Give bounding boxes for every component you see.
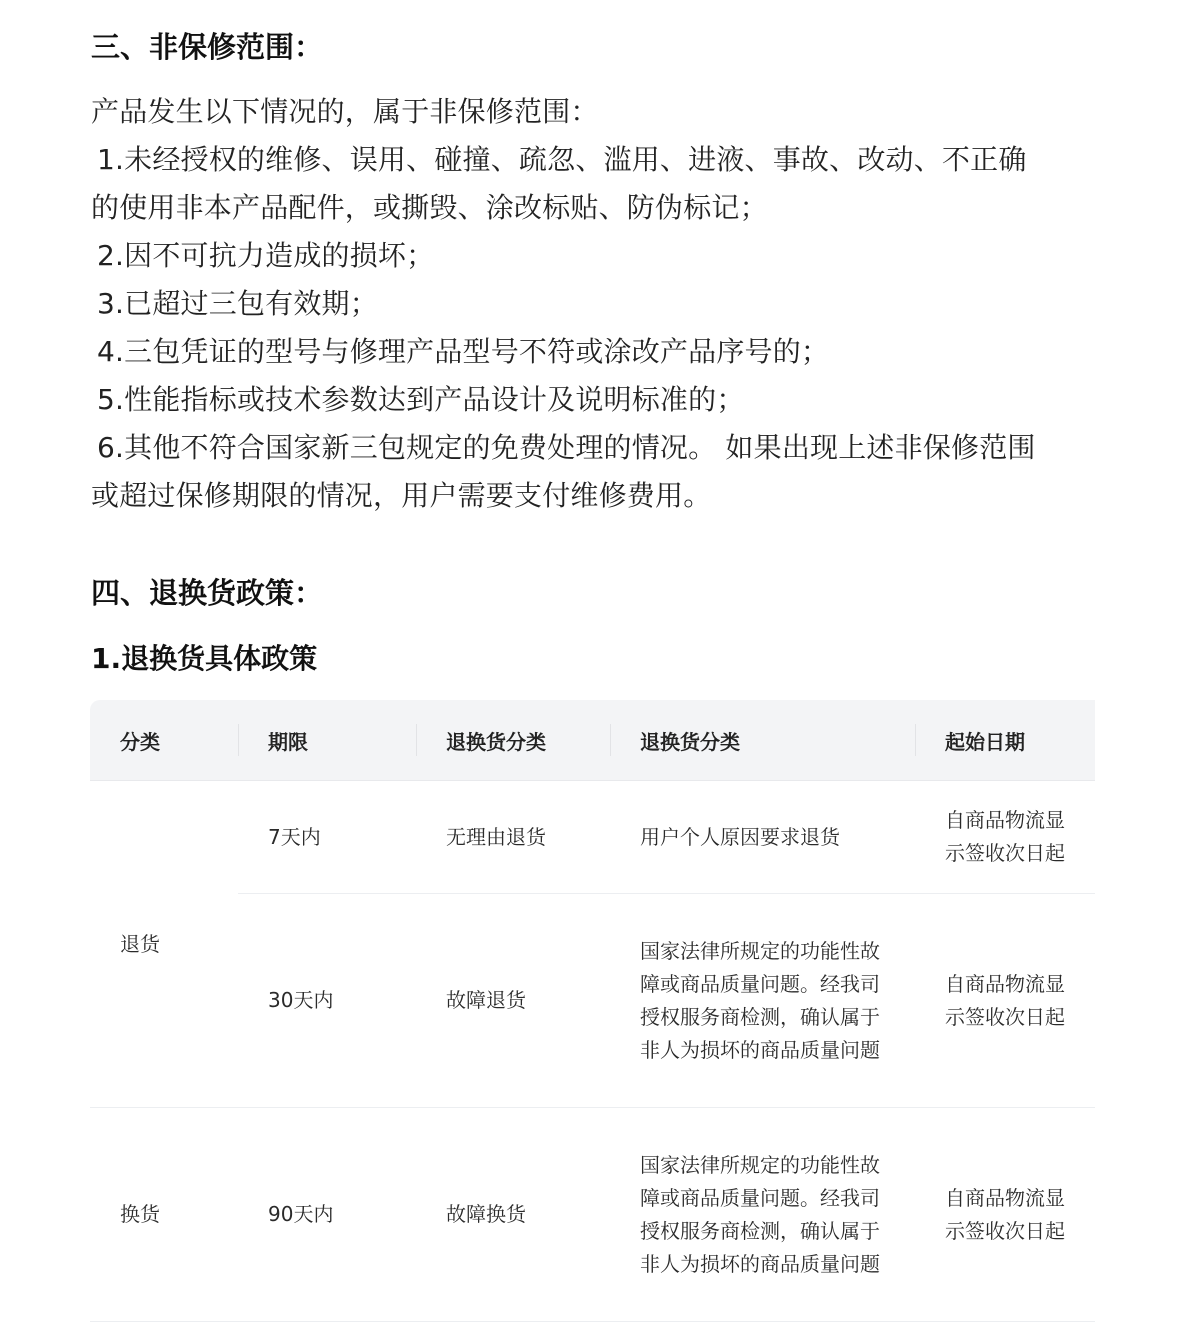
type-cell: 无理由退货 bbox=[416, 781, 610, 894]
period-cell: 30天内 bbox=[238, 894, 416, 1108]
section-heading-non-warranty: 三、非保修范围： bbox=[91, 30, 324, 64]
start-date-cell: 自商品物流显示签收次日起 bbox=[915, 1108, 1095, 1322]
start-date-cell: 自商品物流显示签收次日起 bbox=[915, 894, 1095, 1108]
category-cell-exchange: 换货 bbox=[90, 1108, 238, 1322]
reason-cell: 国家法律所规定的功能性故障或商品质量问题。经我司授权服务商检测，确认属于非人为损坏的商品质量问题 bbox=[610, 1108, 915, 1322]
period-cell: 7天内 bbox=[238, 781, 416, 894]
paragraph-line: 产品发生以下情况的，属于非保修范围： bbox=[91, 95, 599, 128]
subsection-heading: 1.退换货具体政策 bbox=[91, 642, 318, 675]
reason-cell: 用户个人原因要求退货 bbox=[610, 781, 915, 894]
non-warranty-paragraph bbox=[91, 88, 1091, 520]
table-row bbox=[90, 894, 1095, 1108]
type-cell: 故障换货 bbox=[416, 1108, 610, 1322]
header-return-type: 退换货分类 bbox=[416, 700, 610, 781]
header-return-reason: 退换货分类 bbox=[610, 700, 915, 781]
paragraph-line: 或超过保修期限的情况，用户需要支付维修费用。 bbox=[91, 479, 712, 512]
return-policy-table bbox=[90, 700, 1095, 1322]
table-row bbox=[90, 1108, 1095, 1322]
paragraph-line: 3.已超过三包有效期； bbox=[97, 287, 378, 320]
table-header-row bbox=[90, 700, 1095, 781]
section-heading-return-policy: 四、退换货政策： bbox=[91, 576, 324, 610]
paragraph-line: 5.性能指标或技术参数达到产品设计及说明标准的； bbox=[97, 383, 745, 416]
start-date-cell: 自商品物流显示签收次日起 bbox=[915, 781, 1095, 894]
paragraph-line: 2.因不可抗力造成的损坏； bbox=[97, 239, 435, 272]
header-start-date: 起始日期 bbox=[915, 700, 1095, 781]
header-category: 分类 bbox=[90, 700, 238, 781]
paragraph-line: 6.其他不符合国家新三包规定的免费处理的情况。 如果出现上述非保修范围 bbox=[97, 431, 1036, 464]
paragraph-line: 的使用非本产品配件，或撕毁、涂改标贴、防伪标记； bbox=[91, 191, 768, 224]
paragraph-line: 4.三包凭证的型号与修理产品型号不符或涂改产品序号的； bbox=[97, 335, 830, 368]
table-row bbox=[90, 781, 1095, 894]
category-cell-return: 退货 bbox=[90, 781, 238, 1108]
reason-cell: 国家法律所规定的功能性故障或商品质量问题。经我司授权服务商检测，确认属于非人为损坏的商品质量问题 bbox=[610, 894, 915, 1108]
header-period: 期限 bbox=[238, 700, 416, 781]
type-cell: 故障退货 bbox=[416, 894, 610, 1108]
paragraph-line: 1.未经授权的维修、误用、碰撞、疏忽、滥用、进液、事故、改动、不正确 bbox=[97, 143, 1027, 176]
period-cell: 90天内 bbox=[238, 1108, 416, 1322]
